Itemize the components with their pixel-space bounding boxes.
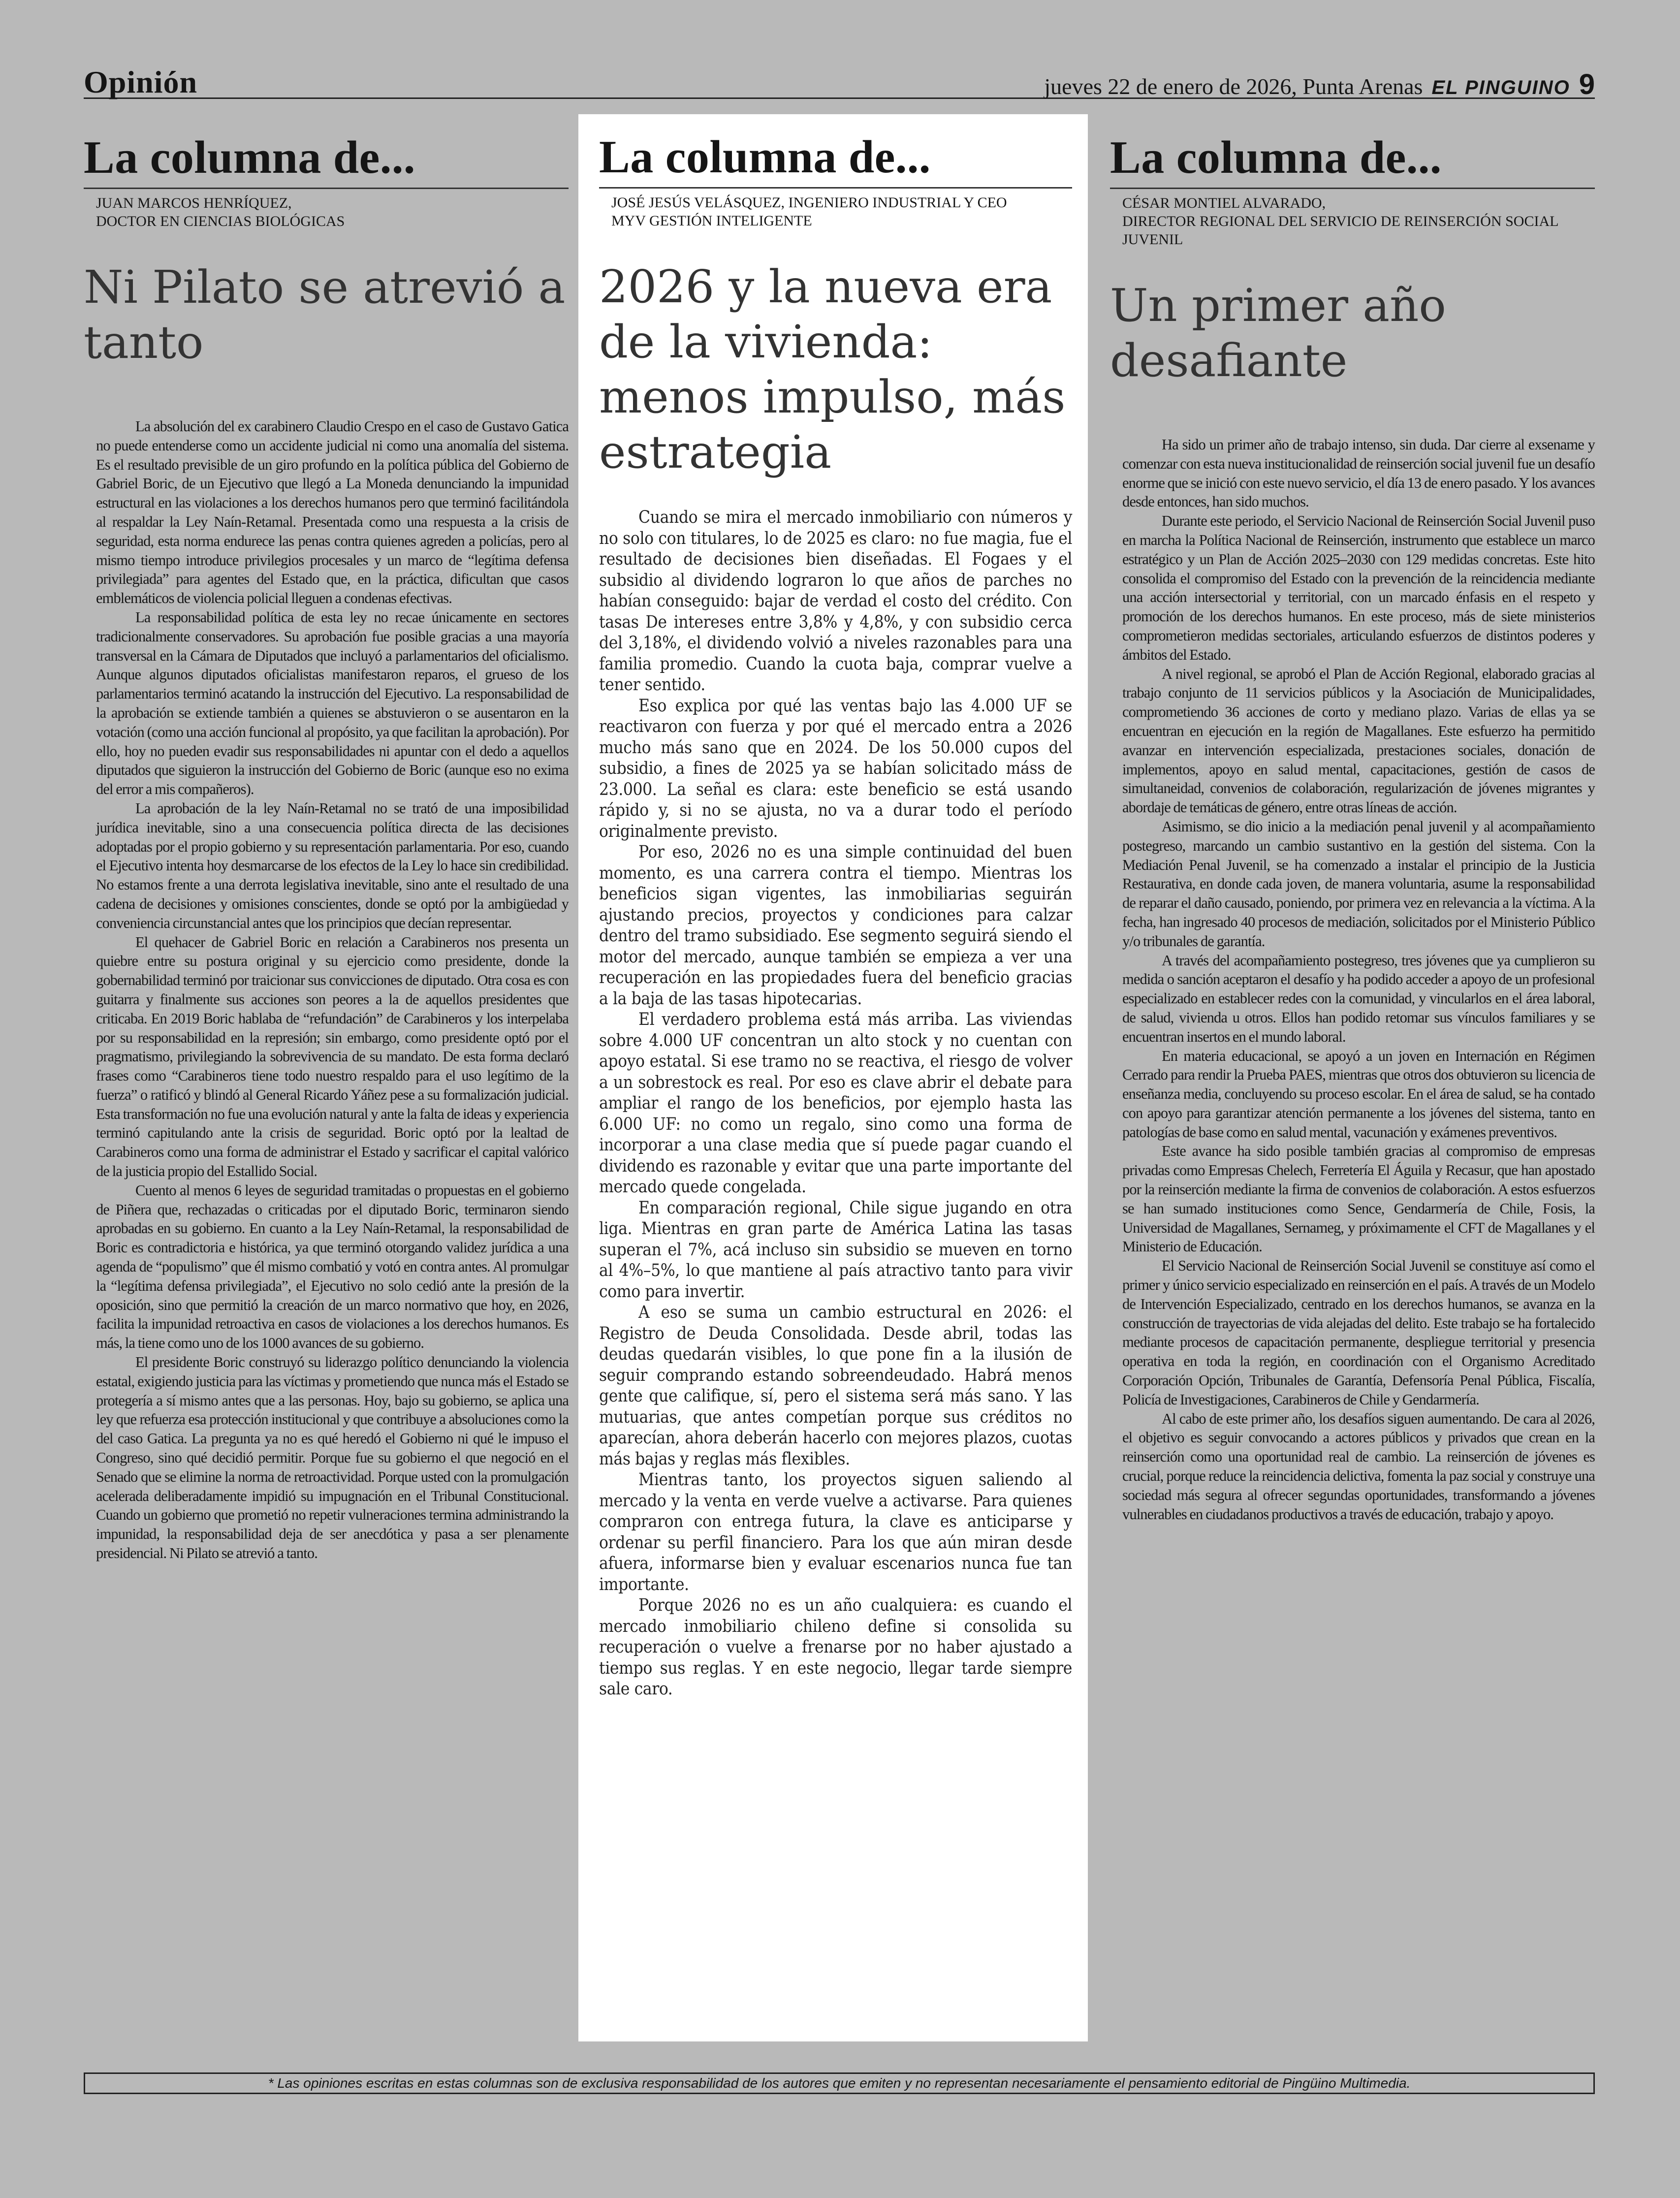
paragraph: Este avance ha sido posible también gracias al compromiso de empresas privadas como Empresas Chelech, Ferretería El Águila y Recasur, que han apostado por la reinserción mediante la firma de convenios de colaboración. A estos esfuerzos se han sumado instituciones como Sence, Gendarmería de Chile, Fosis, la Universidad de Magallanes, Sernameg, y próximamente el CFT de Magallanes y el Ministerio de Educación.	[1122, 1143, 1595, 1255]
article-body	[1110, 435, 1595, 1524]
paragraph: Ha sido un primer año de trabajo intenso, sin duda. Dar cierre al exsename y comenzar con esta nueva institucionalidad de reinserción social juvenil fue un desafío enorme que se inició con este nuevo servicio, el día 13 de enero pasado. Y los avances desde entonces, han sido muchos.	[1122, 436, 1595, 510]
page-number: 9	[1579, 68, 1595, 100]
paragraph: Durante este periodo, el Servicio Nacional de Reinserción Social Juvenil puso en marcha la Política Nacional de Reinserción, instrumento que establece un marco estratégico y un Plan de Acción 2025–2030 con 129 medidas concretas. Este hito consolida el compromiso del Estado con la prevención de la reincidencia mediante una acción intersectorial y territorial, con un marcado énfasis en el respeto y promoción de los derechos humanos. En este proceso, más de siete ministerios comprometieron medidas sectoriales, articulando esfuerzos de distintos poderes y ámbitos del Estado.	[1122, 512, 1595, 663]
author-byline	[1110, 189, 1595, 249]
author-name: JOSÉ JESÚS VELÁSQUEZ, INGENIERO INDUSTRIAL Y CEO	[611, 194, 1007, 211]
author-byline	[84, 189, 569, 230]
paragraph: La responsabilidad política de esta ley no recae únicamente en sectores tradicionalmente conservadores. Su aprobación fue posible gracias a una mayoría transversal en la Cámara de Diputados que incluyó a parlamentarios del oficialismo. Aunque algunos diputados oficialistas manifestaron reparos, el grueso de los parlamentarios terminó acatando la instrucción del Ejecutivo. La responsabilidad de la aprobación se extiende también a quienes se abstuvieron o se ausentaron en la votación (como una acción funcional al propósito, ya que facilitan la aprobación). Por ello, hoy no pueden evadir sus responsabilidades ni apuntar con el dedo a aquellos diputados que siguieron la instrucción del Gobierno de Boric (aunque eso no exima del error a mis compañeros).	[96, 608, 569, 798]
paragraph: El verdadero problema está más arriba. Las viviendas sobre 4.000 UF concentran un alto stock y no cuentan con apoyo estatal. Si ese tramo no se reactiva, el riesgo de volver a un sobrestock es real. Por eso es clave abrir el debate para ampliar el rango de los beneficios, por ejemplo hasta las 6.000 UF: no como un regalo, sino como una forma de incorporar a una clase media que sí puede pagar cuando el dividendo es razonable y evitar que una parte importante del mercado quede congelada.	[599, 1010, 1072, 1197]
newspaper-brand: EL PINGUINO	[1431, 77, 1570, 98]
article-title: 2026 y la nueva era de la vivienda: menos impulso, más estrategia	[599, 260, 1066, 478]
disclaimer: * Las opiniones escritas en estas columnas son de exclusiva responsabilidad de los autores que emiten y no representan necesariamente el pensamiento editorial de Pingüino Multimedia.	[84, 2072, 1595, 2094]
paragraph: A través del acompañamiento postegreso, tres jóvenes que ya cumplieron su medida o sanción aceptaron el desafío y ha podido acceder a apoyo de un profesional especializado en establecer redes con la comunidad, y vincularlos en el área laboral, de salud, vivienda u otros. Ellos han podido retomar sus vínculos familiares y se encuentran insertos en el mundo laboral.	[1122, 952, 1595, 1045]
paragraph: Por eso, 2026 no es una simple continuidad del buen momento, es una carrera contra el tiempo. Mientras los beneficios sigan vigentes, las inmobiliarias seguirán ajustando precios, proyectos y condiciones para calzar dentro del tramo subsidiado. Ese segmento seguirá siendo el motor del mercado, aunque también se empieza a ver una recuperación en las propiedades fuera del beneficio gracias a la baja de las tasas hipotecarias.	[599, 842, 1072, 1009]
paragraph: El quehacer de Gabriel Boric en relación a Carabineros nos presenta un quiebre entre su postura original y su ejercicio como presidente, donde la gobernabilidad terminó por traicionar sus convicciones de diputado. Otra cosa es con guitarra y finalmente sus acciones son peores a la de aquellos presidentes que criticaba. En 2019 Boric hablaba de “refundación” de Carabineros y los interpelaba por su responsabilidad en la represión; sin embargo, como presidente optó por el pragmatismo, privilegiando la sobrevivencia de su mandato. De esta forma declaró frases como “Carabineros tiene todo nuestro respaldo para el uso legítimo de la fuerza” o ratificó y blindó al General Ricardo Yáñez pese a su formalización judicial. Esta transformación no fue una evolución natural y ante la falta de ideas y experiencia terminó capitulando ante la crisis de seguridad. Boric optó por la lealtad de Carabineros como una forma de administrar el Estado y sacrificar el capital valórico de la justicia propio del Estallido Social.	[96, 933, 569, 1180]
author-name: CÉSAR MONTIEL ALVARADO,	[1122, 195, 1326, 211]
column-kicker: La columna de...	[599, 134, 1072, 189]
author-role: DOCTOR EN CIENCIAS BIOLÓGICAS	[96, 213, 345, 229]
column-kicker: La columna de...	[84, 116, 569, 189]
paragraph: Cuando se mira el mercado inmobiliario con números y no solo con titulares, lo de 2025 es claro: no fue magia, fue el resultado de decisiones bien diseñadas. El Fogaes y el subsidio al dividendo lograron lo que años de parches no habían conseguido: bajar de verdad el costo del crédito. Con tasas De intereses entre 3,8% y 4,8%, y con subsidio cerca del 3,18%, el dividendo volvió a niveles razonables para una familia promedio. Cuando la cuota baja, comprar vuelve a tener sentido.	[599, 508, 1072, 695]
column-2	[578, 114, 1088, 2041]
paragraph: A eso se suma un cambio estructural en 2026: el Registro de Deuda Consolidada. Desde abril, todas las deudas quedarán visibles, lo que pone fin a la ilusión de seguir comprando estando sobreendeudado. Habrá menos gente que califique, sí, pero el sistema será más sano. Y las mutuarias, que antes competían porque sus créditos no aparecían, ahora deberán hacerlo con mejores plazos, cuotas más bajas y reglas más flexibles.	[599, 1303, 1072, 1469]
paragraph: Eso explica por qué las ventas bajo las 4.000 UF se reactivaron con fuerza y por qué el mercado entra a 2026 mucho más sano que en 2024. De los 50.000 cupos del subsidio, a fines de 2025 ya se habían solicitado máss de 23.000. La señal es clara: este beneficio se está usando rápido y, si no se ajusta, no va a durar todo el período originalmente previsto.	[599, 696, 1072, 841]
section-name: Opinión	[84, 64, 198, 99]
paragraph: El presidente Boric construyó su liderazgo político denunciando la violencia estatal, exigiendo justicia para las víctimas y prometiendo que nunca más el Estado se protegería a sí mismo antes que a las personas. Hoy, bajo su gobierno, se aplica una ley que refuerza esa protección institucional y que contribuye a absoluciones como la del caso Gatica. La pregunta ya no es qué heredó el Gobierno ni qué le impuso el Congreso, sino qué decidió permitir. Porque fue su gobierno el que negoció en el Senado que se elimine la norma de retroactividad. Porque usted con la promulgación acelerada deliberadamente impidió su impugnación en el Tribunal Constitucional. Cuando un gobierno que prometió no repetir vulneraciones termina administrando la impunidad, la responsabilidad deja de ser anecdótica y pasa a ser plenamente presidencial. Ni Pilato se atrevió a tanto.	[96, 1354, 569, 1562]
paragraph: Asimismo, se dio inicio a la mediación penal juvenil y al acompañamiento postegreso, marcando un cambio sustantivo en la gestión del sistema. Con la Mediación Penal Juvenil, se ha comenzado a instalar el principio de la Justicia Restaurativa, en donde cada joven, de manera voluntaria, asume la responsabilidad de reparar el daño causado, poniendo, por primera vez en relevancia a la víctima. A la fecha, han ingresado 40 procesos de mediación, solicitados por el Ministerio Público y/o tribunales de garantía.	[1122, 818, 1595, 950]
article-title: Ni Pilato se atrevió a tanto	[84, 261, 566, 369]
article-body	[84, 417, 569, 1563]
paragraph: A nivel regional, se aprobó el Plan de Acción Regional, elaborado gracias al trabajo conjunto de 11 servicios públicos y la Asociación de Municipalidades, comprometiendo 36 acciones de corto y mediano plazo. Varias de ellas ya se encuentran en ejecución en la región de Magallanes. Este esfuerzo ha permitido avanzar en intervención especializada, prestaciones sociales, donación de implementos, apoyo en salud mental, capacitaciones, gestión de casos de simultaneidad, convenios de colaboración, regularización de jóvenes migrantes y abordaje de temáticas de género, entre otras líneas de acción.	[1122, 665, 1595, 816]
author-name: JUAN MARCOS HENRÍQUEZ,	[96, 195, 292, 211]
column-3	[1110, 116, 1595, 1524]
article-body	[599, 507, 1072, 1700]
column-1	[84, 116, 569, 1563]
paragraph: En comparación regional, Chile sigue jugando en otra liga. Mientras en gran parte de América Latina las tasas superan el 7%, acá incluso sin subsidio se mueven en torno al 4%–5%, lo que mantiene al país atractivo tanto para vivir como para invertir.	[599, 1198, 1072, 1302]
paragraph: Mientras tanto, los proyectos siguen saliendo al mercado y la venta en verde vuelve a activarse. Para quienes compraron con entrega futura, la clave es anticiparse y ordenar su perfil financiero. Para los que aún miran desde afuera, informarse bien y evaluar escenarios nunca fue tan importante.	[599, 1470, 1072, 1594]
dateline	[1044, 68, 1595, 101]
column-kicker: La columna de...	[1110, 116, 1595, 189]
article-title: Un primer año desafiante	[1110, 279, 1446, 387]
paragraph: En materia educacional, se apoyó a un joven en Internación en Régimen Cerrado para rendir la Prueba PAES, mientras que otros dos obtuvieron su licencia de enseñanza media, concluyendo su proceso escolar. En el área de salud, se ha contado con apoyo para garantizar atención permanente a los jóvenes del sistema, tanto en patologías de base como en salud mental, vacunación y exámenes preventivos.	[1122, 1047, 1595, 1141]
paragraph: Cuento al menos 6 leyes de seguridad tramitadas o propuestas en el gobierno de Piñera que, rechazadas o criticadas por el diputado Boric, terminaron siendo aprobadas en su gobierno. En cuanto a la Ley Naín-Retamal, la responsabilidad de Boric es contradictoria e histórica, ya que terminó otorgando validez jurídica a una agenda de “populismo” que él mismo combatió y votó en contra antes. Al promulgar la “legítima defensa privilegiada”, el Ejecutivo no solo cedió ante la presión de la oposición, sino que permitió la creación de un marco normativo que hoy, en 2026, facilita la impunidad retroactiva en casos de violaciones a los derechos humanos. Es más, la tiene como uno de los 1000 avances de su gobierno.	[96, 1181, 569, 1352]
date-place: jueves 22 de enero de 2026, Punta Arenas	[1044, 74, 1423, 99]
page-header	[84, 59, 1595, 99]
paragraph: La absolución del ex carabinero Claudio Crespo en el caso de Gustavo Gatica no puede entenderse como un accidente judicial ni como una anomalía del sistema. Es el resultado previsible de un giro profundo en la política pública del Gobierno de Gabriel Boric, de un Ejecutivo que llegó a La Moneda denunciando la impunidad estructural en las violaciones a los derechos humanos pero que terminó facilitándola al respaldar la Ley Naín-Retamal. Presentada como una respuesta a la crisis de seguridad, esta norma endurece las penas contra quienes agreden a policías, pero al mismo tiempo introduce privilegios procesales y un marco de “legítima defensa privilegiada” para agentes del Estado que, en la práctica, dificultan que casos emblemáticos de violencia policial lleguen a condenas efectivas.	[96, 418, 569, 607]
paragraph: Al cabo de este primer año, los desafíos siguen aumentando. De cara al 2026, el objetivo es seguir convocando a actores públicos y privados que crean en la reinserción como una oportunidad real de cambio. La reinserción de jóvenes es crucial, porque reduce la reincidencia delictiva, fomenta la paz social y construye una sociedad más segura al ofrecer segundas oportunidades, transformando a jóvenes vulnerables en ciudadanos productivos a través de educación, trabajo y apoyo.	[1122, 1410, 1595, 1523]
author-role: DIRECTOR REGIONAL DEL SERVICIO DE REINSERCIÓN SOCIAL JUVENIL	[1122, 213, 1558, 248]
paragraph: El Servicio Nacional de Reinserción Social Juvenil se constituye así como el primer y único servicio especializado en reinserción en el país. A través de un Modelo de Intervención Especializado, centrado en los derechos humanos, se avanza en la construcción de trayectorias de vida alejadas del delito. Este trabajo se ha fortalecido mediante procesos de capacitación permanente, despliegue territorial y presencia operativa en toda la región, en coordinación con el Organismo Acreditado Corporación Opción, Tribunales de Garantía, Defensoría Penal Pública, Fiscalía, Policía de Investigaciones, Carabineros de Chile y Gendarmería.	[1122, 1257, 1595, 1408]
paragraph: Porque 2026 no es un año cualquiera: es cuando el mercado inmobiliario chileno define si consolida su recuperación o vuelve a frenarse por no haber ajustado a tiempo sus reglas. Y en este negocio, llegar tarde siempre sale caro.	[599, 1595, 1072, 1699]
author-byline	[599, 189, 1072, 230]
author-role: MYV GESTIÓN INTELIGENTE	[611, 213, 812, 229]
paragraph: La aprobación de la ley Naín-Retamal no se trató de una imposibilidad jurídica inevitable, sino a una consecuencia política directa de las decisiones adoptadas por el propio gobierno y su representación parlamentaria. Por eso, cuando el Ejecutivo intenta hoy desmarcarse de los efectos de la Ley lo hace sin credibilidad. No estamos frente a una derrota legislativa inevitable, sino ante el resultado de una cadena de decisiones y omisiones conscientes, donde se optó por la ambigüedad y conveniencia circunstancial antes que los principios que decían representar.	[96, 799, 569, 931]
